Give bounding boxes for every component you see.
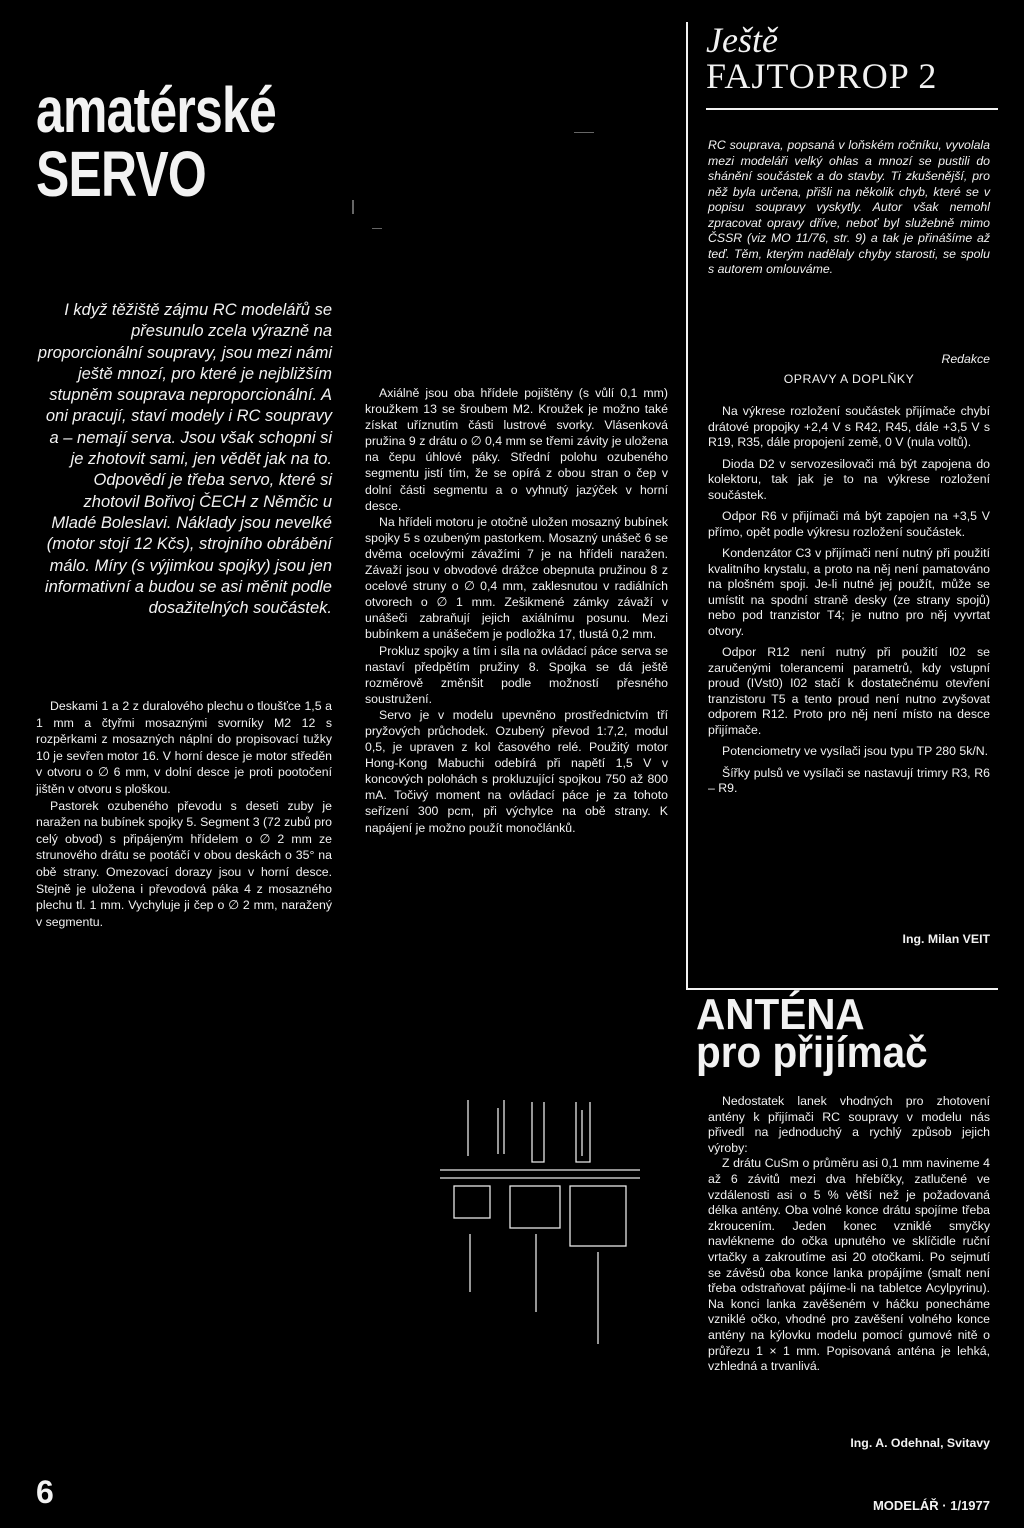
antena-title-line1: ANTÉNA [696,990,865,1039]
diagram-part [510,1186,560,1228]
fajtoprop-title-line2: FAJTOPROP 2 [706,56,938,96]
antena-paragraph: Nedostatek lanek vhodných pro zhotovení antény k přijímači RC soupravy v modelu nás přivedl na jednoduchý a rychlý způsob jejich výroby: [708,1094,990,1155]
fajtoprop-intro-text: RC souprava, popsaná v loňském ročníku, vyvolala mezi modeláři velký ohlas a mnozí se pustili do shánění součástek a do stavby. Ti zkušenější, pro něž byla určena, přišli na několik chyb, které se v popisu soupravy vyskytly. Autor však nemohl zpracovat opravy dříve, neboť byl služebně mimo ČSSR (viz MO 11/76, str. 9) a tak je přinášíme až teď. Těm, kterým nadělaly chyby starosti, se spolu s autorem omlouváme. [708,138,990,276]
diagram-line [576,1102,590,1162]
diagram-part [454,1186,490,1218]
servo-paragraph: Pastorek ozubeného převodu s deseti zuby je naražen na bubínek spojky 5. Segment 3 (72 zubů pro celý obvod) s připájeným hřídelem o ∅ 2 mm ze strunového drátu se pootáčí v obou deskách o 35° na obě strany. Omezovací dorazy jsou v horní desce. Stejně je uložena i převodová páka 4 z mosazného plechu tl. 1 mm. Vychyluje ji čep o ∅ 2 mm, naražený v segmentu. [36,798,333,929]
servo-headline [36,74,286,210]
fajtoprop-author: Ing. Milan VEIT [902,932,990,946]
antena-article-body [708,1094,990,1375]
antena-title-line2: pro přijímač [696,1028,928,1077]
magazine-issue: MODELÁŘ · 1/1977 [872,1498,990,1513]
middle-paragraph: Servo je v modelu upevněno prostřednictvím tří pryžových průchodek. Ozubený převod 1:7,2, modul 0,5, je upraven z kol časového relé. Použitý motor Hong-Kong Mabuchi odebírá při napětí 1,5 V v koncových polohách s prokluzující spojkou 750 až 800 mA. Točivý moment na ovládací páce je za tohoto seřízení 300 pcm, při výchylce na obě strany. K napájení je možno použít monočlánků. [365,707,668,835]
servo-title-line2: SERVO [36,138,206,210]
correction-paragraph: Kondenzátor C3 v přijímači není nutný při použití kvalitního krystalu, a proto na něj není pamatováno na plošném spoji. Je-li nutné jej použít, může se umístit na spodní straně desky (ze strany spojů) nebo pod tranzistor T4; je nutno pro něj vyvrtat otvory. [708,546,990,638]
diagram-line [498,1100,504,1154]
antena-paragraph: Z drátu CuSm o průměru asi 0,1 mm navineme 4 až 6 závitů mezi dva hřebíčky, zatlučené ve vzdálenosti asi o 5 % větší než je požadovaná délka antény. Oba volné konce drátu spojíme třeba zkroucením. Jeden konec vzniklé smyčky navlékneme do očka upnutého ve sklíčidle ruční vrtačky a zakroutíme asi 20 otočkami. Po sejmutí se závěsů oba konce lanka propájíme (smalt není třeba odstraňovat pájíme-li na tabletce Acylpyrinu). Na konci lanka zavěšeném v háčku ponecháme vzniklé očko, vhodné pro zavěšení volného konce antény na kýlovku modelu pomocí gumové nitě o průřezu 1 × 1 mm. Popisovaná anténa je lehká, vzhledná a trvanlivá. [708,1156,990,1374]
servo-paragraph: Deskami 1 a 2 z duralového plechu o tloušťce 1,5 a 1 mm a čtyřmi mosaznými svorníky M2 12 s rozpěrkami z mosazných náplní do propisovací tužky 10 je sevřen motor 16. V horní desce je motor středěn v otvoru o ∅ 6 mm, v dolní desce je proti pootočení jištěn v otvoru s ploškou. [36,699,332,796]
editor-signature: Redakce [941,352,990,366]
column-divider [686,22,688,990]
fajtoprop-headline [706,22,1006,94]
correction-paragraph: Dioda D2 v servozesilovači má být zapojena do kolektoru, tak jak je to na výkrese rozložení součástek. [708,456,990,502]
servo-diagram-drawing [440,1082,660,1362]
print-speck [574,132,594,133]
middle-paragraph: Axiálně jsou oba hřídele pojištěny (s vůlí 0,1 mm) kroužkem 13 se šroubem M2. Kroužek je možno také získat uříznutím části lustrové svorky. Vlásenková pružina 9 z drátu o ∅ 0,4 mm se třemi závity je uložena na čepu úhlové páky. Střední polohu ozubeného segmentu jistí tím, že se opírá z obou stran o čep v dolní části segmentu a o vyhnutý jazýček v horní desce. [365,386,668,513]
middle-paragraph: Prokluz spojky a tím i síla na ovládací páce serva se nastaví předpětím pružiny 8. Spojka se dá ještě rozměrově změnšit podle možností přesného soustružení. [365,643,668,706]
correction-paragraph: Na výkrese rozložení součástek přijímače chybí drátové propojky +2,4 V s R42, R45, dále +3,5 V s R19, R35, dále propojení země, 0 V (nula voltů). [708,404,990,449]
corrections-heading: OPRAVY A DOPLŇKY [783,372,915,386]
antena-headline [696,990,981,1077]
servo-intro [36,300,332,619]
fajtoprop-title-line1: Ještě [706,20,778,60]
servo-diagram [440,1082,660,1362]
servo-article-body [36,698,332,930]
print-speck [372,228,382,229]
page-number: 6 [36,1474,54,1510]
corrections-body [708,404,990,803]
servo-article-continued [365,385,668,836]
headline-rule [706,108,998,110]
diagram-part [570,1186,626,1246]
servo-intro-text: I když těžiště zájmu RC modelářů se přesunulo zcela výrazně na proporcionální soupravy, jsou mezi námi ještě mnozí, pro které je nejbližším stupněm souprava neproporcionální. A oni pracují, staví modely i RC soupravy a – nemají serva. Jsou však schopni si je zhotovit sami, jen vědět jak na to. Odpovědí je třeba servo, které si zhotovil Bořivoj ČECH z Němčic u Mladé Boleslavi. Náklady jsou nevelké (motor stojí 12 Kčs), strojního obrábění málo. Míry (s výjimkou spojky) jsou jen informativní a budou se asi měnit podle dosažitelných součástek. [37,301,332,618]
correction-paragraph: Šířky pulsů ve vysílači se nastavují trimry R3, R6 – R9. [708,765,990,795]
middle-paragraph: Na hřídeli motoru je otočně uložen mosazný bubínek spojky 5 s ozubeným pastorkem. Mosazný unášeč 6 se dvěma ocelovými závažími 7 je na hřídeli naražen. Závaží jsou v obvodové drážce obepnuta pružinou 8 z ocelové struny o ∅ 0,4 mm, zaklesnutou v radiálních otvorech o ∅ 1 mm. Zešikmené zámky závaží v unášeči zabraňují jejich axiálnímu posunu. Mezi bubínkem a unášečem je podložka 17, tlustá 0,2 mm. [365,514,668,642]
fajtoprop-intro [708,138,990,278]
correction-paragraph: Odpor R6 v přijímači má být zapojen na +3,5 V přímo, opět podle výkresu rozložení součástek. [708,509,990,539]
correction-paragraph: Odpor R12 není nutný při použití I02 se zaručenými tolerancemi parametrů, kdy vstupní proud (IVst0) I02 stačí k dostatečnému otevření tranzistoru T5 a tento proud není nutno zvyšovat odporem R12. Proto pro něj není místo na desce přijímače. [708,645,990,737]
antena-author: Ing. A. Odehnal, Svitavy [850,1436,990,1450]
correction-paragraph: Potenciometry ve vysílači jsou typu TP 280 5k/N. [722,744,989,758]
diagram-line [532,1102,544,1162]
servo-title-line1: amatérské [36,74,276,146]
print-speck [352,200,354,214]
